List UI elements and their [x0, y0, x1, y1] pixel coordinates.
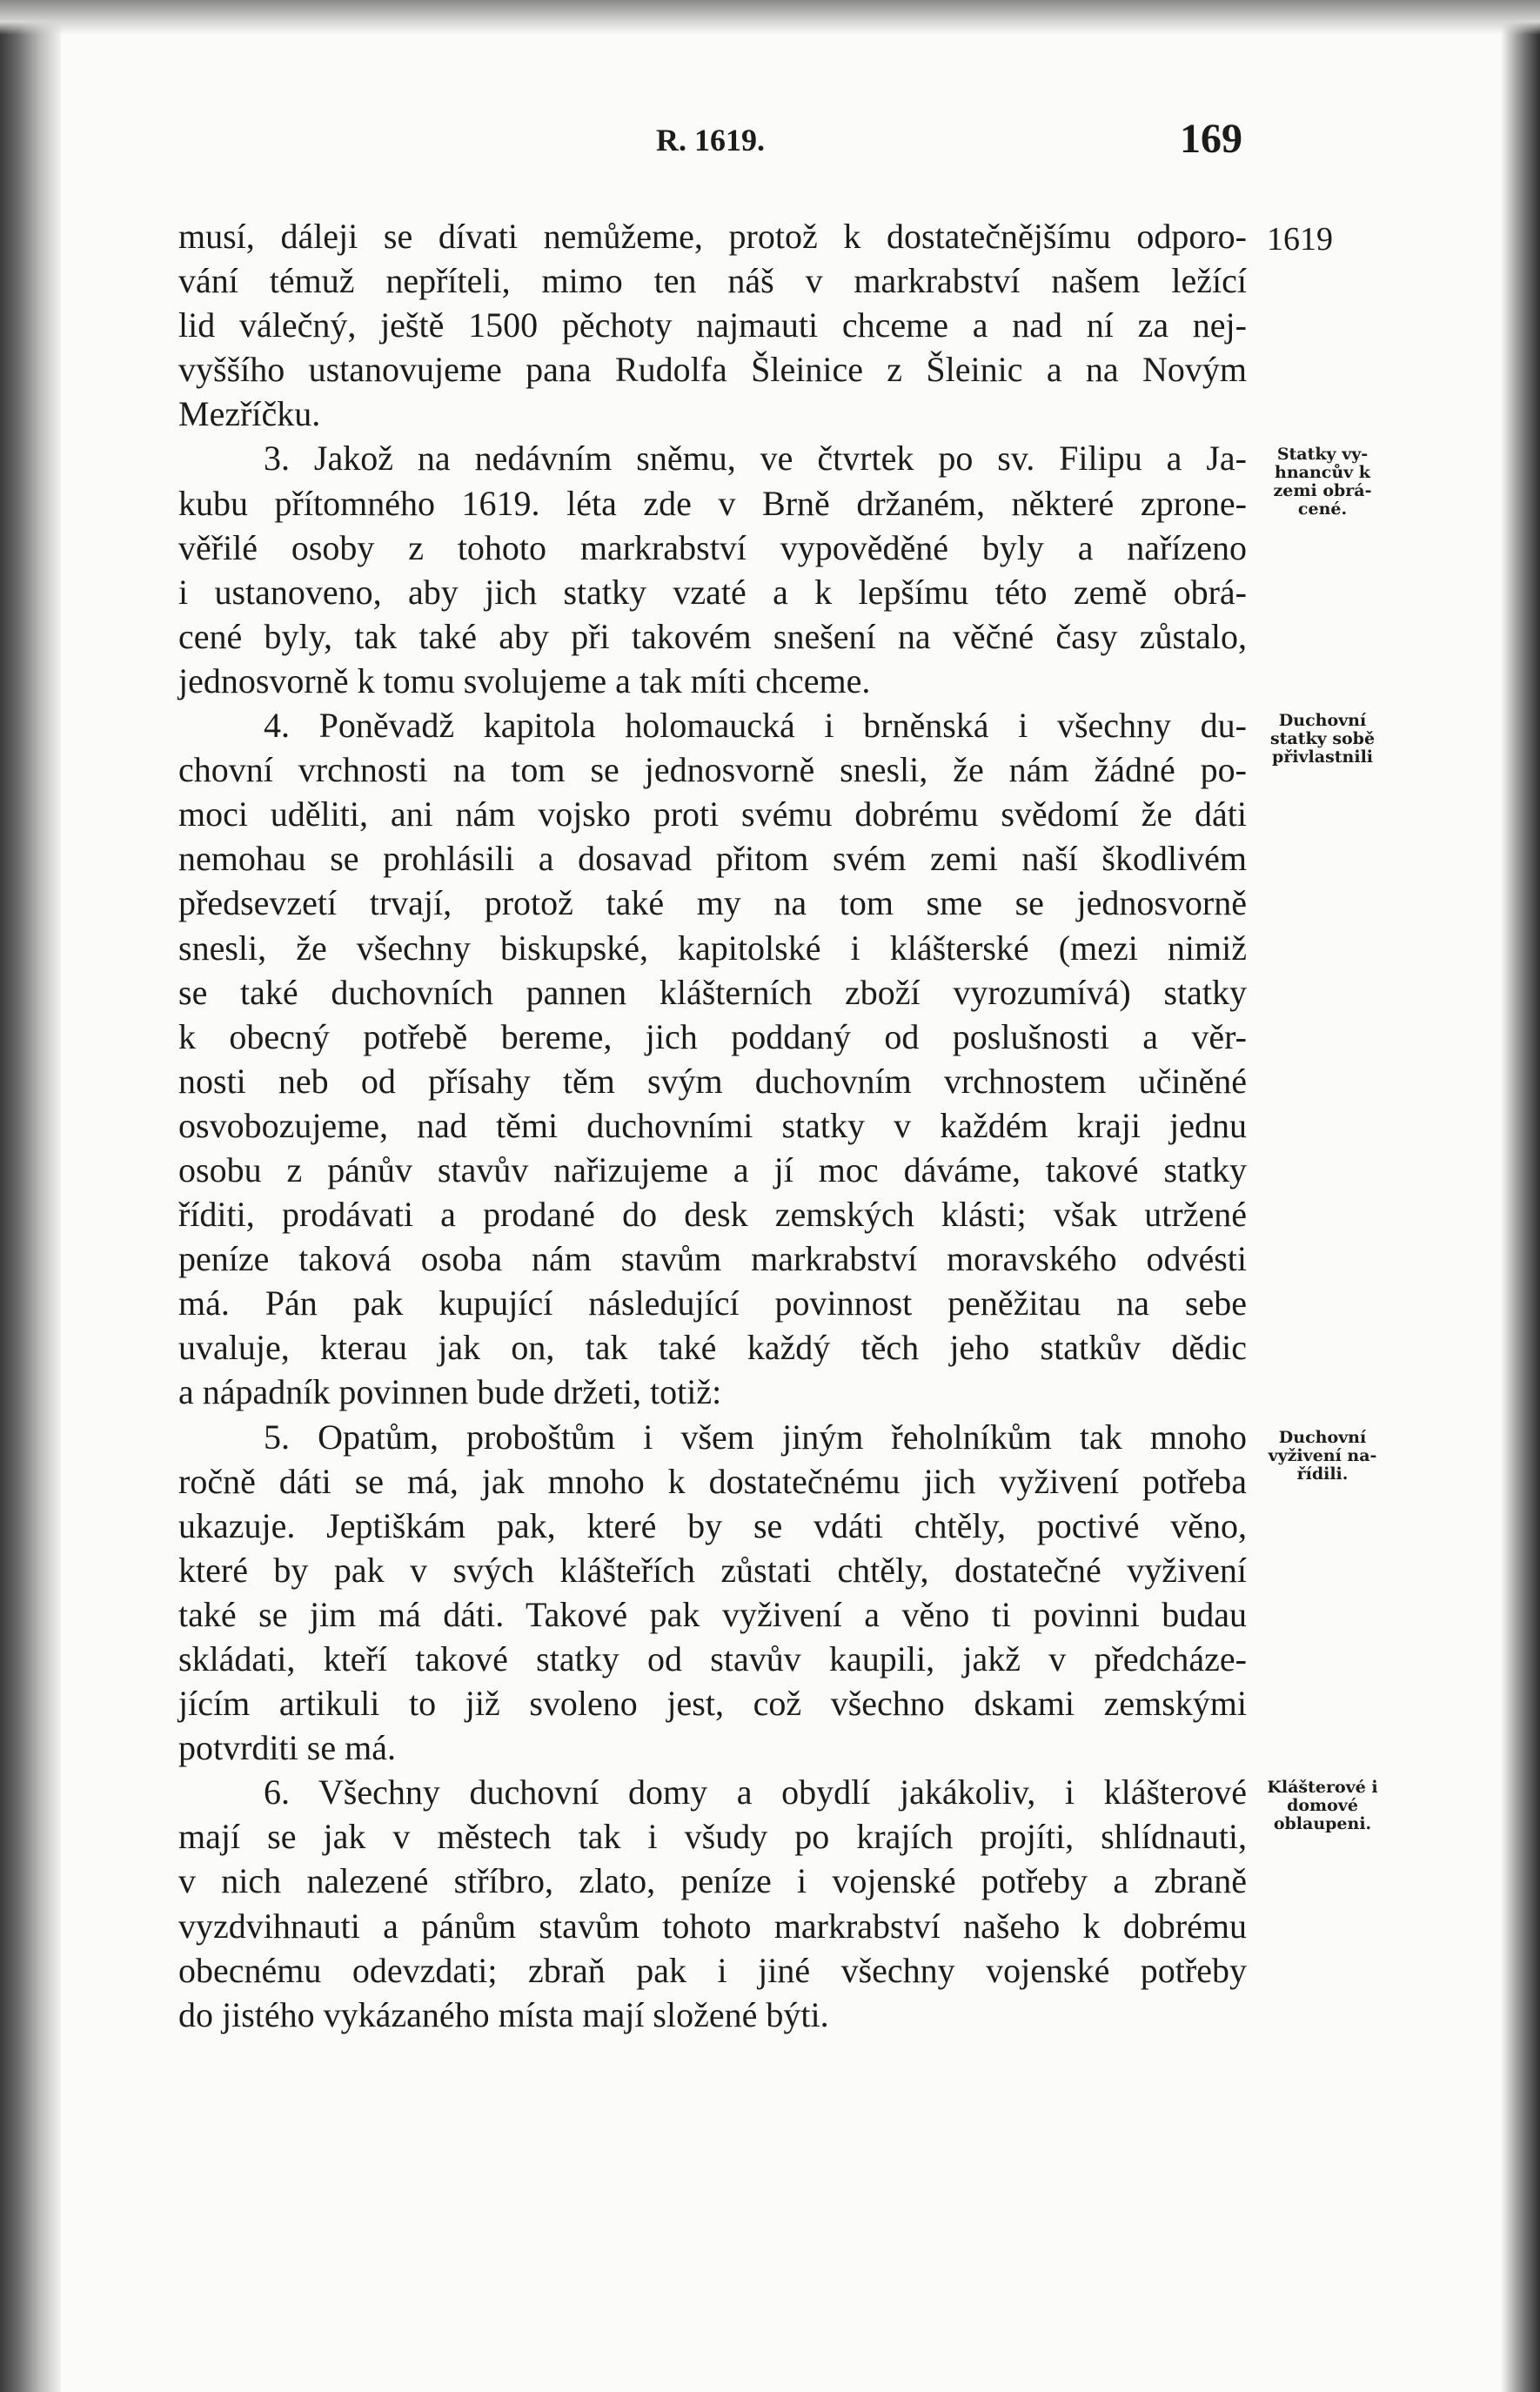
text-line: k obecný potřebě bereme, jich poddaný od poslušnosti a věr-: [178, 1016, 1247, 1056]
text-line: vání témuž nepříteli, mimo ten náš v markrabství našem ležící: [178, 261, 1247, 301]
text-line: a nápadník povinnen bude držeti, totiž:: [178, 1372, 722, 1412]
text-line: skládati, kteří takové statky od stavův kaupili, jakž v předcháze-: [178, 1639, 1247, 1678]
text-line: i ustanoveno, aby jich statky vzaté a k lepšímu této země obrá-: [178, 572, 1247, 612]
text-line: potvrditi se má.: [178, 1728, 396, 1768]
text-line: musí, dáleji se dívati nemůžeme, protož k dostatečnějšímu odporo-: [178, 217, 1247, 256]
text-line: se také duchovních pannen klášterních zboží vyrozumívá) statky: [178, 972, 1247, 1012]
text-line: cené byly, tak také aby při takovém snešení na věčné časy zůstalo,: [178, 616, 1247, 656]
text-line: nemohau se prohlásili a dosavad přitom svém zemi naší škodlivém: [178, 839, 1247, 879]
margin-note: Statky vy-hnancův k zemi obrá-cené.: [1273, 445, 1372, 519]
text-line: moci uděliti, ani nám vojsko proti svému dobrému svědomí že dáti: [178, 794, 1247, 834]
text-line: snesli, že všechny biskupské, kapitolské i klášterské (mezi nimiž: [178, 928, 1247, 968]
text-line: peníze taková osoba nám stavům markrabství moravského odvésti: [178, 1239, 1247, 1279]
text-line: 4. Poněvadž kapitola holomaucká i brněnská i všechny du-: [264, 706, 1247, 746]
scan-page-edge-right: [1501, 0, 1540, 2392]
body-text: [178, 214, 1247, 2037]
text-line: chovní vrchnosti na tom se jednosvorně snesli, že nám žádné po-: [178, 750, 1247, 790]
text-line: osobu z pánův stavův nařizujeme a jí moc dáváme, takové statky: [178, 1149, 1247, 1189]
page-number: 169: [1180, 116, 1242, 162]
scan-page-edge-top: [0, 0, 1540, 35]
text-line: 3. Jakož na nedávním sněmu, ve čtvrtek po sv. Filipu a Ja-: [264, 439, 1247, 479]
text-line: 5. Opatům, proboštům i všem jiným řeholníkům tak mnoho: [264, 1417, 1247, 1457]
text-line: obecnému odevzdati; zbraň pak i jiné všechny vojenské potřeby: [178, 1950, 1247, 1990]
text-line: 6. Všechny duchovní domy a obydlí jakákoliv, i klášterové: [264, 1772, 1247, 1812]
text-line: které by pak v svých klášteřích zůstati chtěly, dostatečné vyživení: [178, 1550, 1247, 1590]
text-line: osvobozujeme, nad těmi duchovními statky v každém kraji jednu: [178, 1105, 1247, 1145]
margin-note: Klášterové i domové oblaupeni.: [1267, 1778, 1378, 1833]
text-line: říditi, prodávati a prodané do desk zemských klásti; však utržené: [178, 1195, 1247, 1235]
text-line: ročně dáti se má, jak mnoho k dostatečnému jich vyživení potřeba: [178, 1461, 1247, 1501]
text-line: mají se jak v městech tak i všudy po krajích projíti, shlídnauti,: [178, 1817, 1247, 1857]
text-line: vyššího ustanovujeme pana Rudolfa Šleinice z Šleinic a na Novým: [178, 350, 1247, 390]
text-line: v nich nalezené stříbro, zlato, peníze i vojenské potřeby a zbraně: [178, 1861, 1247, 1901]
text-line: kubu přítomného 1619. léta zde v Brně držaném, některé zprone-: [178, 483, 1247, 523]
text-line: také se jim má dáti. Takové pak vyživení a věno ti povinni budau: [178, 1594, 1247, 1634]
text-line: jednosvorně k tomu svolujeme a tak míti chceme.: [178, 660, 871, 700]
text-line: jícím artikuli to již svoleno jest, což všechno dskami zemskými: [178, 1684, 1247, 1724]
text-line: věřilé osoby z tohoto markrabství vypověděné byly a nařízeno: [178, 527, 1247, 567]
margin-note: Duchovní vyživení na-řídili.: [1268, 1428, 1377, 1484]
text-line: ukazuje. Jeptiškám pak, které by se vdáti chtěly, poctivé věno,: [178, 1505, 1247, 1545]
text-line: předsevzetí trvají, protož také my na tom sme se jednosvorně: [178, 883, 1247, 923]
text-line: uvaluje, kterau jak on, tak také každý těch jeho statkův dědic: [178, 1328, 1247, 1368]
text-line: Mezříčku.: [178, 394, 321, 434]
text-line: má. Pán pak kupující následující povinnost peněžitau na sebe: [178, 1283, 1247, 1323]
text-line: lid válečný, ještě 1500 pěchoty najmauti chceme a nad ní za nej-: [178, 305, 1247, 345]
running-head: R. 1619.: [656, 123, 765, 157]
text-line: do jistého vykázaného místa mají složené býti.: [178, 1994, 829, 2034]
text-line: nosti neb od přísahy těm svým duchovním vrchnostem učiněné: [178, 1061, 1247, 1101]
scan-page-edge-left: [0, 0, 61, 2392]
text-line: vyzdvihnauti a pánům stavům tohoto markrabství našeho k dobrému: [178, 1906, 1247, 1946]
margin-year: 1619: [1267, 221, 1333, 258]
margin-note: Duchovní statky sobě přivlastnili: [1269, 711, 1376, 767]
